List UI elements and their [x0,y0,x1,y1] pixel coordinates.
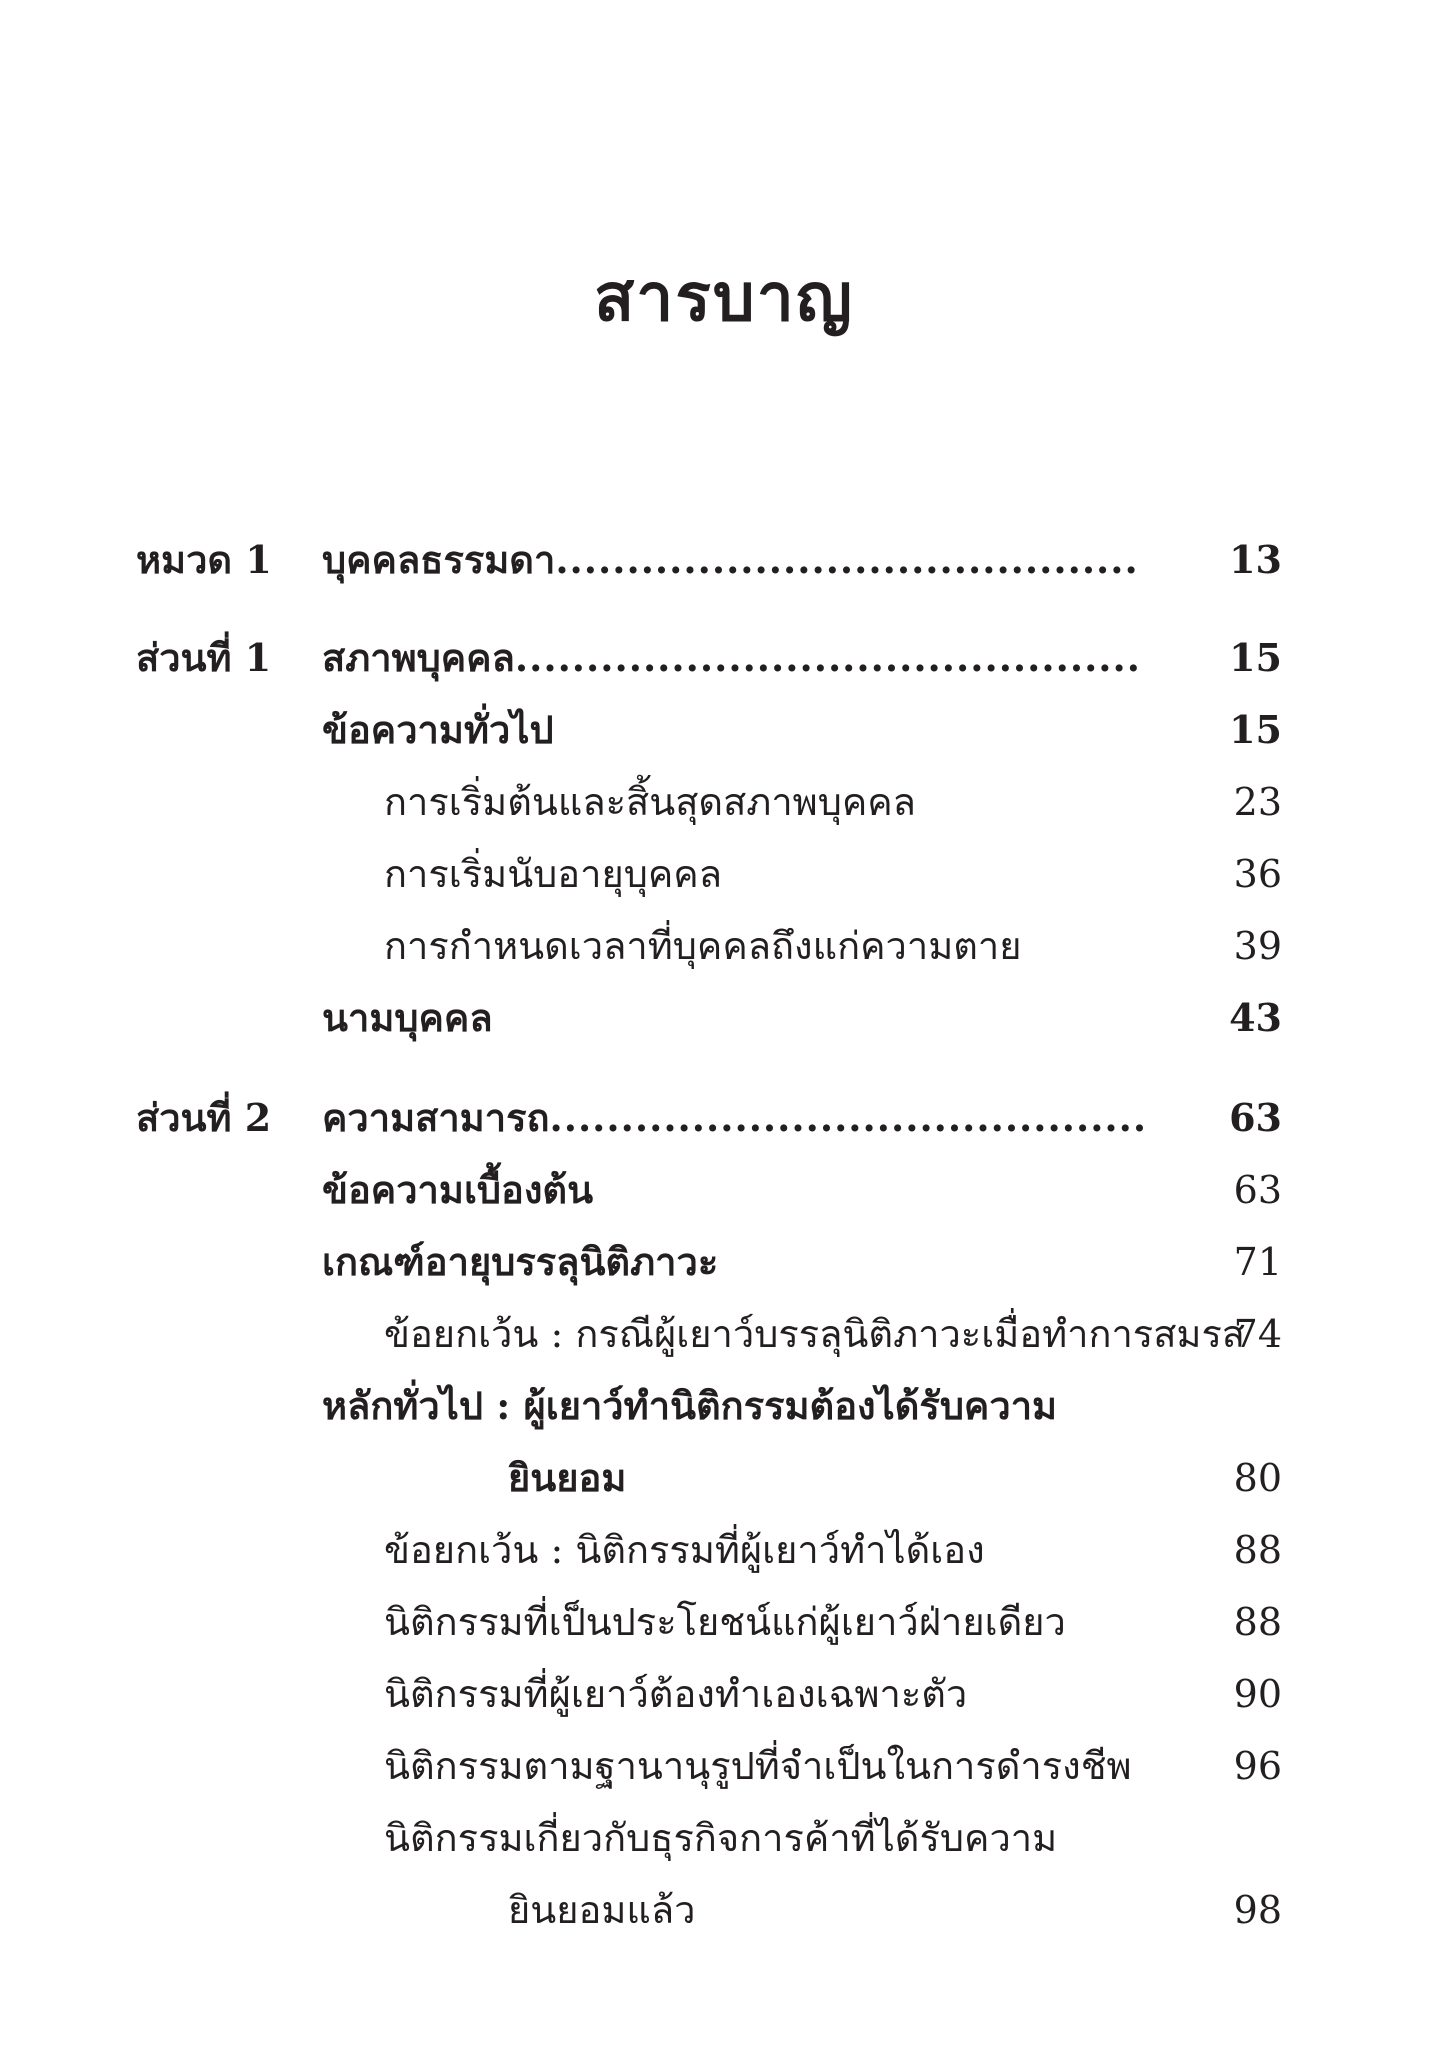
toc-part-2[interactable] [0,1088,1448,1148]
toc-entry[interactable] [0,772,1448,832]
toc-page: 88 [1233,1528,1282,1572]
toc-page: 90 [1233,1672,1282,1716]
toc-label-continuation: ยินยอม [508,1455,627,1500]
toc-label: ข้อความทั่วไป [322,707,554,752]
toc-label: ข้อความเบื้องต้น [322,1167,594,1212]
toc-page: 80 [1233,1456,1282,1500]
toc-entry[interactable] [0,1304,1448,1364]
toc-prefix: หมวด 1 [136,537,272,582]
toc-page: 15 [1229,707,1282,752]
toc-page: 36 [1233,852,1282,896]
toc-entry-continuation[interactable] [0,1880,1448,1940]
toc-entry[interactable] [0,844,1448,904]
toc-page: 71 [1233,1240,1282,1284]
toc-label: ความสามารถ.......................................... [322,1095,1148,1140]
toc-entry[interactable] [0,1232,1448,1292]
toc-page: 88 [1233,1600,1282,1644]
toc-page: 74 [1233,1312,1282,1356]
toc-page: 96 [1233,1744,1282,1788]
toc-label: สภาพบุคคล............................................ [322,635,1141,680]
toc-entry[interactable] [0,916,1448,976]
toc-page: 63 [1233,1168,1282,1212]
toc-page: 13 [1229,537,1282,582]
toc-prefix: ส่วนที่ 1 [136,635,272,680]
toc-entry[interactable] [0,1520,1448,1580]
toc-label: การเริ่มต้นและสิ้นสุดสภาพบุคคล [384,780,916,824]
toc-page: 15 [1229,635,1282,680]
toc-entry[interactable] [0,1376,1448,1436]
toc-chapter-1[interactable] [0,530,1448,590]
toc-entry[interactable] [0,1808,1448,1868]
toc-page: 23 [1233,780,1282,824]
toc-entry[interactable] [0,1592,1448,1652]
toc-page: 43 [1229,995,1282,1040]
toc-label: นามบุคคล [322,995,493,1040]
toc-label: หลักทั่วไป : ผู้เยาว์ทำนิติกรรมต้องได้รับความ [322,1383,1058,1428]
toc-label: นิติกรรมตามฐานานุรูปที่จำเป็นในการดำรงชีพ [384,1744,1132,1788]
toc-label: เกณฑ์อายุบรรลุนิติภาวะ [322,1239,719,1284]
toc-prefix: ส่วนที่ 2 [136,1095,272,1140]
page-title: สารบาญ [594,258,854,336]
toc-entry-name[interactable] [0,988,1448,1048]
toc-entry-general[interactable] [0,700,1448,760]
toc-label: นิติกรรมเกี่ยวกับธุรกิจการค้าที่ได้รับความ [384,1816,1058,1860]
toc-label: นิติกรรมที่ผู้เยาว์ต้องทำเองเฉพาะตัว [384,1672,968,1716]
toc-label-continuation: ยินยอมแล้ว [508,1888,696,1932]
toc-label: นิติกรรมที่เป็นประโยชน์แก่ผู้เยาว์ฝ่ายเดียว [384,1600,1066,1644]
toc-label: ข้อยกเว้น : กรณีผู้เยาว์บรรลุนิติภาวะเมื่อทำการสมรส [384,1312,1246,1356]
toc-label: บุคคลธรรมดา......................................... [322,537,1139,582]
toc-entry[interactable] [0,1160,1448,1220]
toc-part-1[interactable] [0,628,1448,688]
toc-entry[interactable] [0,1736,1448,1796]
toc-label: ข้อยกเว้น : นิติกรรมที่ผู้เยาว์ทำได้เอง [384,1528,985,1572]
toc-entry[interactable] [0,1664,1448,1724]
toc-label: การกำหนดเวลาที่บุคคลถึงแก่ความตาย [384,924,1022,968]
toc-entry-continuation[interactable] [0,1448,1448,1508]
toc-page: 39 [1233,924,1282,968]
toc-label: การเริ่มนับอายุบุคคล [384,852,722,896]
toc-page: 98 [1233,1888,1282,1932]
toc-page: 63 [1229,1095,1282,1140]
